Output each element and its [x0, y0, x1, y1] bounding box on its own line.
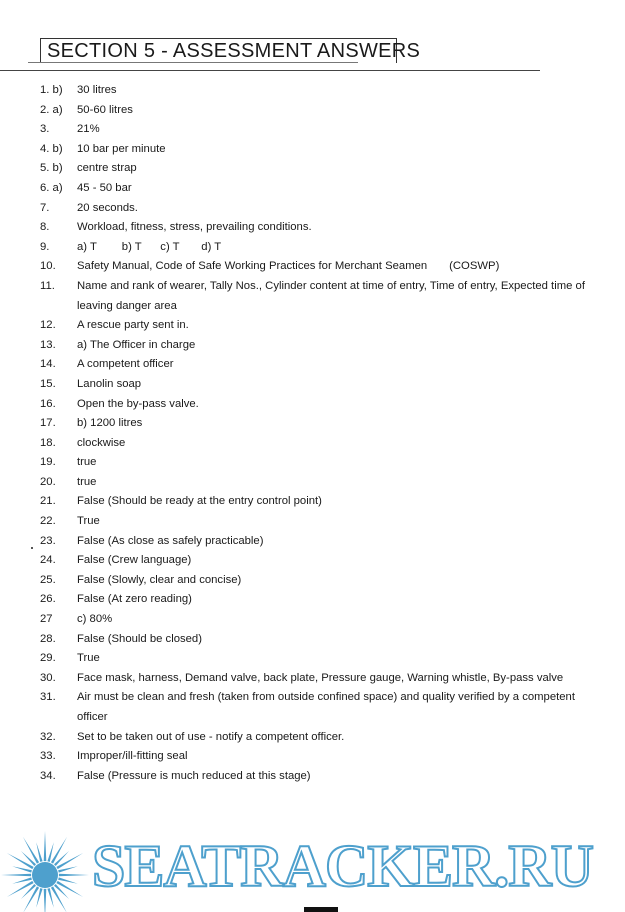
sun-ray [36, 842, 42, 862]
sun-ray [51, 886, 67, 912]
answer-number: 5. b) [40, 162, 63, 175]
answer-item [0, 571, 625, 591]
answer-text: False (Slowly, clear and concise) [77, 573, 242, 586]
answer-text: False (Crew language) [77, 554, 192, 567]
sun-ray [1, 874, 31, 877]
answer-item [0, 453, 625, 473]
answer-number: 10. [40, 260, 56, 273]
answer-text: 45 - 50 bar [77, 181, 132, 194]
answer-number: 27 [40, 613, 53, 626]
answer-item [0, 747, 625, 767]
answer-text: clockwise [77, 436, 126, 449]
answer-number: 34. [40, 769, 56, 782]
sun-ray [58, 877, 78, 883]
sun-ray [36, 888, 42, 908]
answer-number: 14. [40, 358, 56, 371]
header-rule [0, 70, 540, 71]
answer-item [0, 277, 625, 316]
page-footer-mark [304, 907, 338, 912]
answer-item [0, 120, 625, 140]
answer-text: 20 seconds. [77, 201, 138, 214]
answer-item [0, 649, 625, 669]
watermark-text: SEATRACKER.RU [92, 833, 593, 899]
answer-item [0, 551, 625, 571]
answer-text: Lanolin soap [77, 377, 142, 390]
answer-number: 1. b) [40, 84, 63, 96]
sun-ray [47, 888, 53, 908]
answer-item [0, 375, 625, 395]
answer-text: False (Pressure is much reduced at this stage) [77, 769, 311, 782]
answer-number: 3. [40, 123, 50, 136]
answer-text: true [77, 456, 97, 469]
answer-item [0, 512, 625, 532]
sun-ray [23, 837, 39, 864]
answer-number: 7. [40, 201, 50, 214]
answer-number: 17. [40, 417, 56, 430]
answer-number: 29. [40, 652, 56, 665]
sun-ray [51, 837, 67, 864]
answer-text: Set to be taken out of use - notify a competent officer. [77, 730, 345, 743]
sunburst-icon [1, 831, 89, 912]
answer-text: False (Should be closed) [77, 632, 202, 645]
answer-item [0, 610, 625, 630]
answer-number: 2. a) [40, 103, 63, 116]
answer-number: 13. [40, 338, 56, 351]
answer-number: 8. [40, 221, 50, 234]
sun-ray [44, 889, 47, 912]
answer-text: 50-60 litres [77, 103, 133, 116]
answer-text: true [77, 475, 97, 488]
answer-number: 20. [40, 475, 56, 488]
header-underline [28, 62, 358, 63]
answer-number: 6. a) [40, 181, 63, 194]
answer-text: a) T b) T c) T d) T [77, 240, 222, 253]
sun-ray [58, 866, 78, 872]
section-header [40, 38, 421, 63]
answer-item [0, 434, 625, 454]
answer-item [0, 140, 625, 160]
answer-number: 15. [40, 377, 56, 390]
answer-item [0, 218, 625, 238]
sun-ray [12, 877, 32, 883]
answer-text: Improper/ill-fitting seal [77, 750, 188, 763]
answer-number: 19. [40, 456, 56, 469]
answer-text: True [77, 652, 100, 665]
answer-item [0, 767, 625, 787]
answer-text: a) The Officer in charge [77, 338, 196, 351]
answer-text: A rescue party sent in. [77, 319, 189, 332]
sun-ray [54, 884, 69, 899]
answer-text: False (At zero reading) [77, 593, 192, 606]
answer-number: 21. [40, 495, 56, 508]
sun-ray [23, 886, 39, 912]
answer-item [0, 688, 625, 727]
sun-ray [59, 874, 89, 877]
answer-text: Face mask, harness, Demand valve, back plate, Pressure gauge, Warning whistle, By-pass valve [77, 671, 564, 684]
sun-ray [47, 842, 53, 862]
answer-item [0, 81, 625, 101]
answer-text: Open the by-pass valve. [77, 397, 199, 410]
answer-number: 11. [40, 279, 55, 292]
answer-number: 12. [40, 319, 56, 332]
answer-number: 30. [40, 671, 56, 684]
answer-number: 22. [40, 515, 56, 528]
answer-text: 30 litres [77, 84, 117, 96]
answer-item [0, 336, 625, 356]
answer-list [0, 81, 625, 786]
answer-number: 32. [40, 730, 56, 743]
answer-item [0, 473, 625, 493]
sun-ray [56, 853, 83, 869]
answer-text: Air must be clean and fresh (taken from outside confined space) and quality verified by a competent officer [77, 691, 579, 723]
sun-ray [7, 853, 34, 869]
answer-item [0, 179, 625, 199]
sun-ray [21, 851, 36, 866]
answer-text: False (As close as safely practicable) [77, 534, 264, 547]
answer-text: False (Should be ready at the entry control point) [77, 495, 322, 508]
answer-number: 16. [40, 397, 56, 410]
sun-ray [44, 831, 47, 861]
answer-item [0, 257, 625, 277]
answer-item [0, 316, 625, 336]
answer-text: Safety Manual, Code of Safe Working Practices for Merchant Seamen (COSWP) [77, 260, 500, 273]
sun-ray [56, 881, 83, 897]
answer-text: c) 80% [77, 613, 113, 626]
answer-item [0, 669, 625, 689]
answer-number: 26. [40, 593, 56, 606]
answer-text: 10 bar per minute [77, 142, 166, 155]
answer-number: 33. [40, 750, 56, 763]
page-title: SECTION 5 - ASSESSMENT ANSWERS [47, 40, 421, 62]
answer-item [0, 728, 625, 748]
answer-number: 25. [40, 573, 56, 586]
answer-item [0, 630, 625, 650]
answer-item [0, 238, 625, 258]
answer-item [0, 199, 625, 219]
answer-text: b) 1200 litres [77, 417, 143, 430]
sun-ray [21, 884, 36, 899]
answer-number: 18. [40, 436, 56, 449]
answer-number: 28. [40, 632, 56, 645]
answer-number: 24. [40, 554, 56, 567]
answer-number: 23. [40, 534, 56, 547]
answer-item [0, 532, 625, 552]
answer-text: A competent officer [77, 358, 174, 371]
answer-number: 4. b) [40, 142, 63, 155]
sun-ray [54, 851, 69, 866]
answer-item [0, 355, 625, 375]
sun-core [32, 862, 58, 888]
sun-ray [7, 881, 34, 897]
answer-item [0, 590, 625, 610]
answer-item [0, 159, 625, 179]
answer-text: centre strap [77, 162, 137, 175]
answer-number: 31. [40, 691, 56, 704]
answer-item [0, 395, 625, 415]
sun-ray [12, 866, 32, 872]
answer-item [0, 492, 625, 512]
answer-text: 21% [77, 123, 100, 136]
answer-text: Workload, fitness, stress, prevailing conditions. [77, 221, 312, 234]
answer-number: 9. [40, 240, 50, 253]
answer-item [0, 414, 625, 434]
answer-item [0, 101, 625, 121]
answer-text: Name and rank of wearer, Tally Nos., Cylinder content at time of entry, Time of entry, Expected time of leaving danger area [77, 279, 589, 312]
answer-text: True [77, 515, 100, 528]
